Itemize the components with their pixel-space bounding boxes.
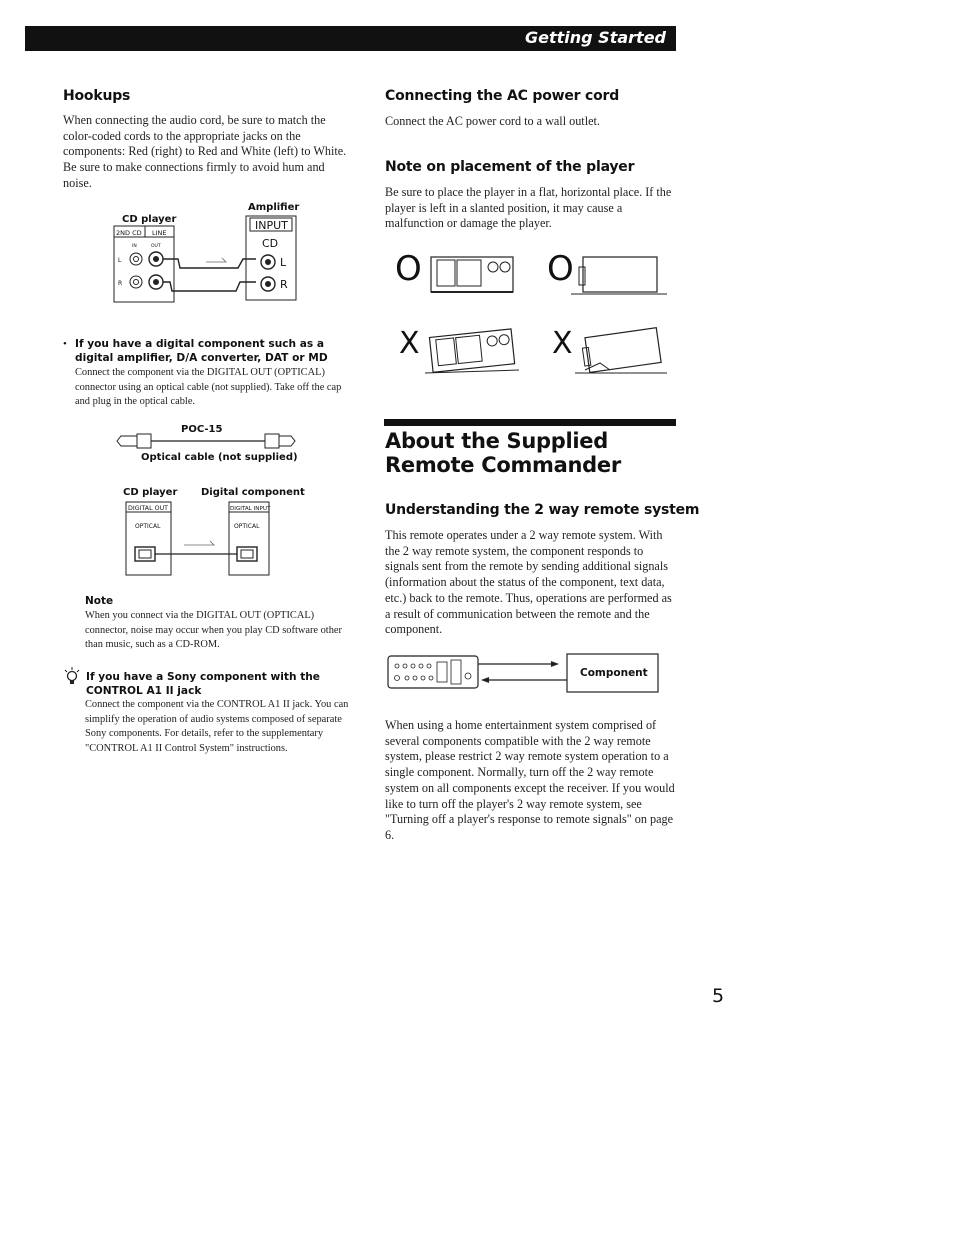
section-header-bar [25, 26, 676, 51]
digital-text: Connect the component via the DIGITAL OUT (OPTICAL) connector using an optical cable (not supplied). Take off the cap and plug in the optical cable. [75, 367, 342, 408]
digital-heading: If you have a digital component such as a digital amplifier, D/A converter, DAT or MD [75, 338, 328, 364]
note-title: Note [85, 595, 114, 607]
diagram-input-label: INPUT [255, 219, 288, 232]
svg-text:OPTICAL: OPTICAL [135, 523, 161, 530]
ac-power-text: Connect the AC power cord to a wall outlet. [385, 114, 600, 128]
svg-text:OPTICAL: OPTICAL [234, 523, 260, 530]
remote-subtitle: Understanding the 2 way remote system [385, 502, 700, 518]
tip-heading: If you have a Sony component with the CONTROL A1 II jack [86, 671, 320, 697]
tip-text: Connect the component via the CONTROL A1 II jack. You can simplify the operation of audio systems composed of separate Sony components. For details, refer to the supplementary "CONTROL A1 II Control System" instructions. [85, 699, 349, 754]
remote-text-1: This remote operates under a 2 way remote system. With the 2 way remote system, the component responds to signals sent from the remote by sending additional signals (information about the status of the component, text data, etc.) back to the remote. Thus, operations are performed as a result of communication between the remote and the component. [385, 528, 672, 637]
svg-text:L: L [118, 257, 122, 264]
lightbulb-icon [63, 666, 81, 686]
digital-cd-player-label: CD player [123, 487, 178, 498]
svg-text:IN: IN [132, 244, 137, 249]
hookups-title: Hookups [63, 88, 131, 104]
remote-component-diagram [385, 650, 665, 700]
ng-mark-icon: X [399, 326, 420, 361]
digital-hookup-diagram [120, 482, 305, 578]
component-label: Component [580, 667, 648, 679]
diagram-cd-label: CD [262, 237, 279, 250]
optical-cable-diagram [115, 420, 305, 466]
note-text: When you connect via the DIGITAL OUT (OPTICAL) connector, noise may occur when you play CD software other than music, such as a CD-ROM. [85, 610, 342, 651]
page-number: 5 [712, 985, 725, 1007]
analog-hookup-diagram [108, 198, 308, 306]
section-title: Getting Started [525, 28, 666, 47]
ok-mark-2-icon: O [547, 249, 574, 289]
ac-power-title: Connecting the AC power cord [385, 88, 620, 104]
diagram-cd-player-label: CD player [122, 214, 177, 225]
ok-mark-icon: O [395, 249, 422, 289]
remote-title: About the Supplied Remote Commander [385, 429, 621, 477]
placement-text: Be sure to place the player in a flat, horizontal place. If the player is left in a slanted position, it may cause a malfunction or damage the player. [385, 185, 672, 231]
digital-component-label: Digital component [201, 487, 305, 498]
placement-title: Note on placement of the player [385, 159, 635, 175]
svg-text:OUT: OUT [151, 244, 161, 249]
section-rule [384, 419, 676, 426]
cable-model: POC-15 [181, 424, 223, 435]
bullet-dot: • [63, 338, 67, 350]
svg-text:DIGITAL INPUT: DIGITAL INPUT [230, 506, 271, 512]
diagram-2nd-cd-label: 2ND CD [116, 229, 142, 237]
diagram-line-label: LINE [152, 229, 167, 237]
ng-mark-2-icon: X [552, 326, 573, 361]
svg-text:R: R [118, 280, 123, 287]
remote-text-2: When using a home entertainment system comprised of several components compatible with the 2 way remote system, please restrict 2 way remote system operation to a single component. Normally, turn off the 2 way remote system on all components except the receiver. If you would like to turn off the player's 2 way remote system, see "Turning off a player's response to remote signals" on page 6. [385, 718, 675, 842]
svg-text:R: R [280, 278, 288, 291]
hookups-text: When connecting the audio cord, be sure to match the color-coded cords to the appropriate jacks on the components: Red (right) to Red and White (left) to White. Be sure to make connections firmly to avoid hum and noise. [63, 113, 347, 190]
svg-text:L: L [280, 256, 287, 269]
placement-illustrations [395, 245, 675, 380]
svg-text:DIGITAL OUT: DIGITAL OUT [128, 505, 169, 512]
diagram-amplifier-label: Amplifier [248, 202, 300, 213]
cable-caption: Optical cable (not supplied) [141, 452, 298, 463]
